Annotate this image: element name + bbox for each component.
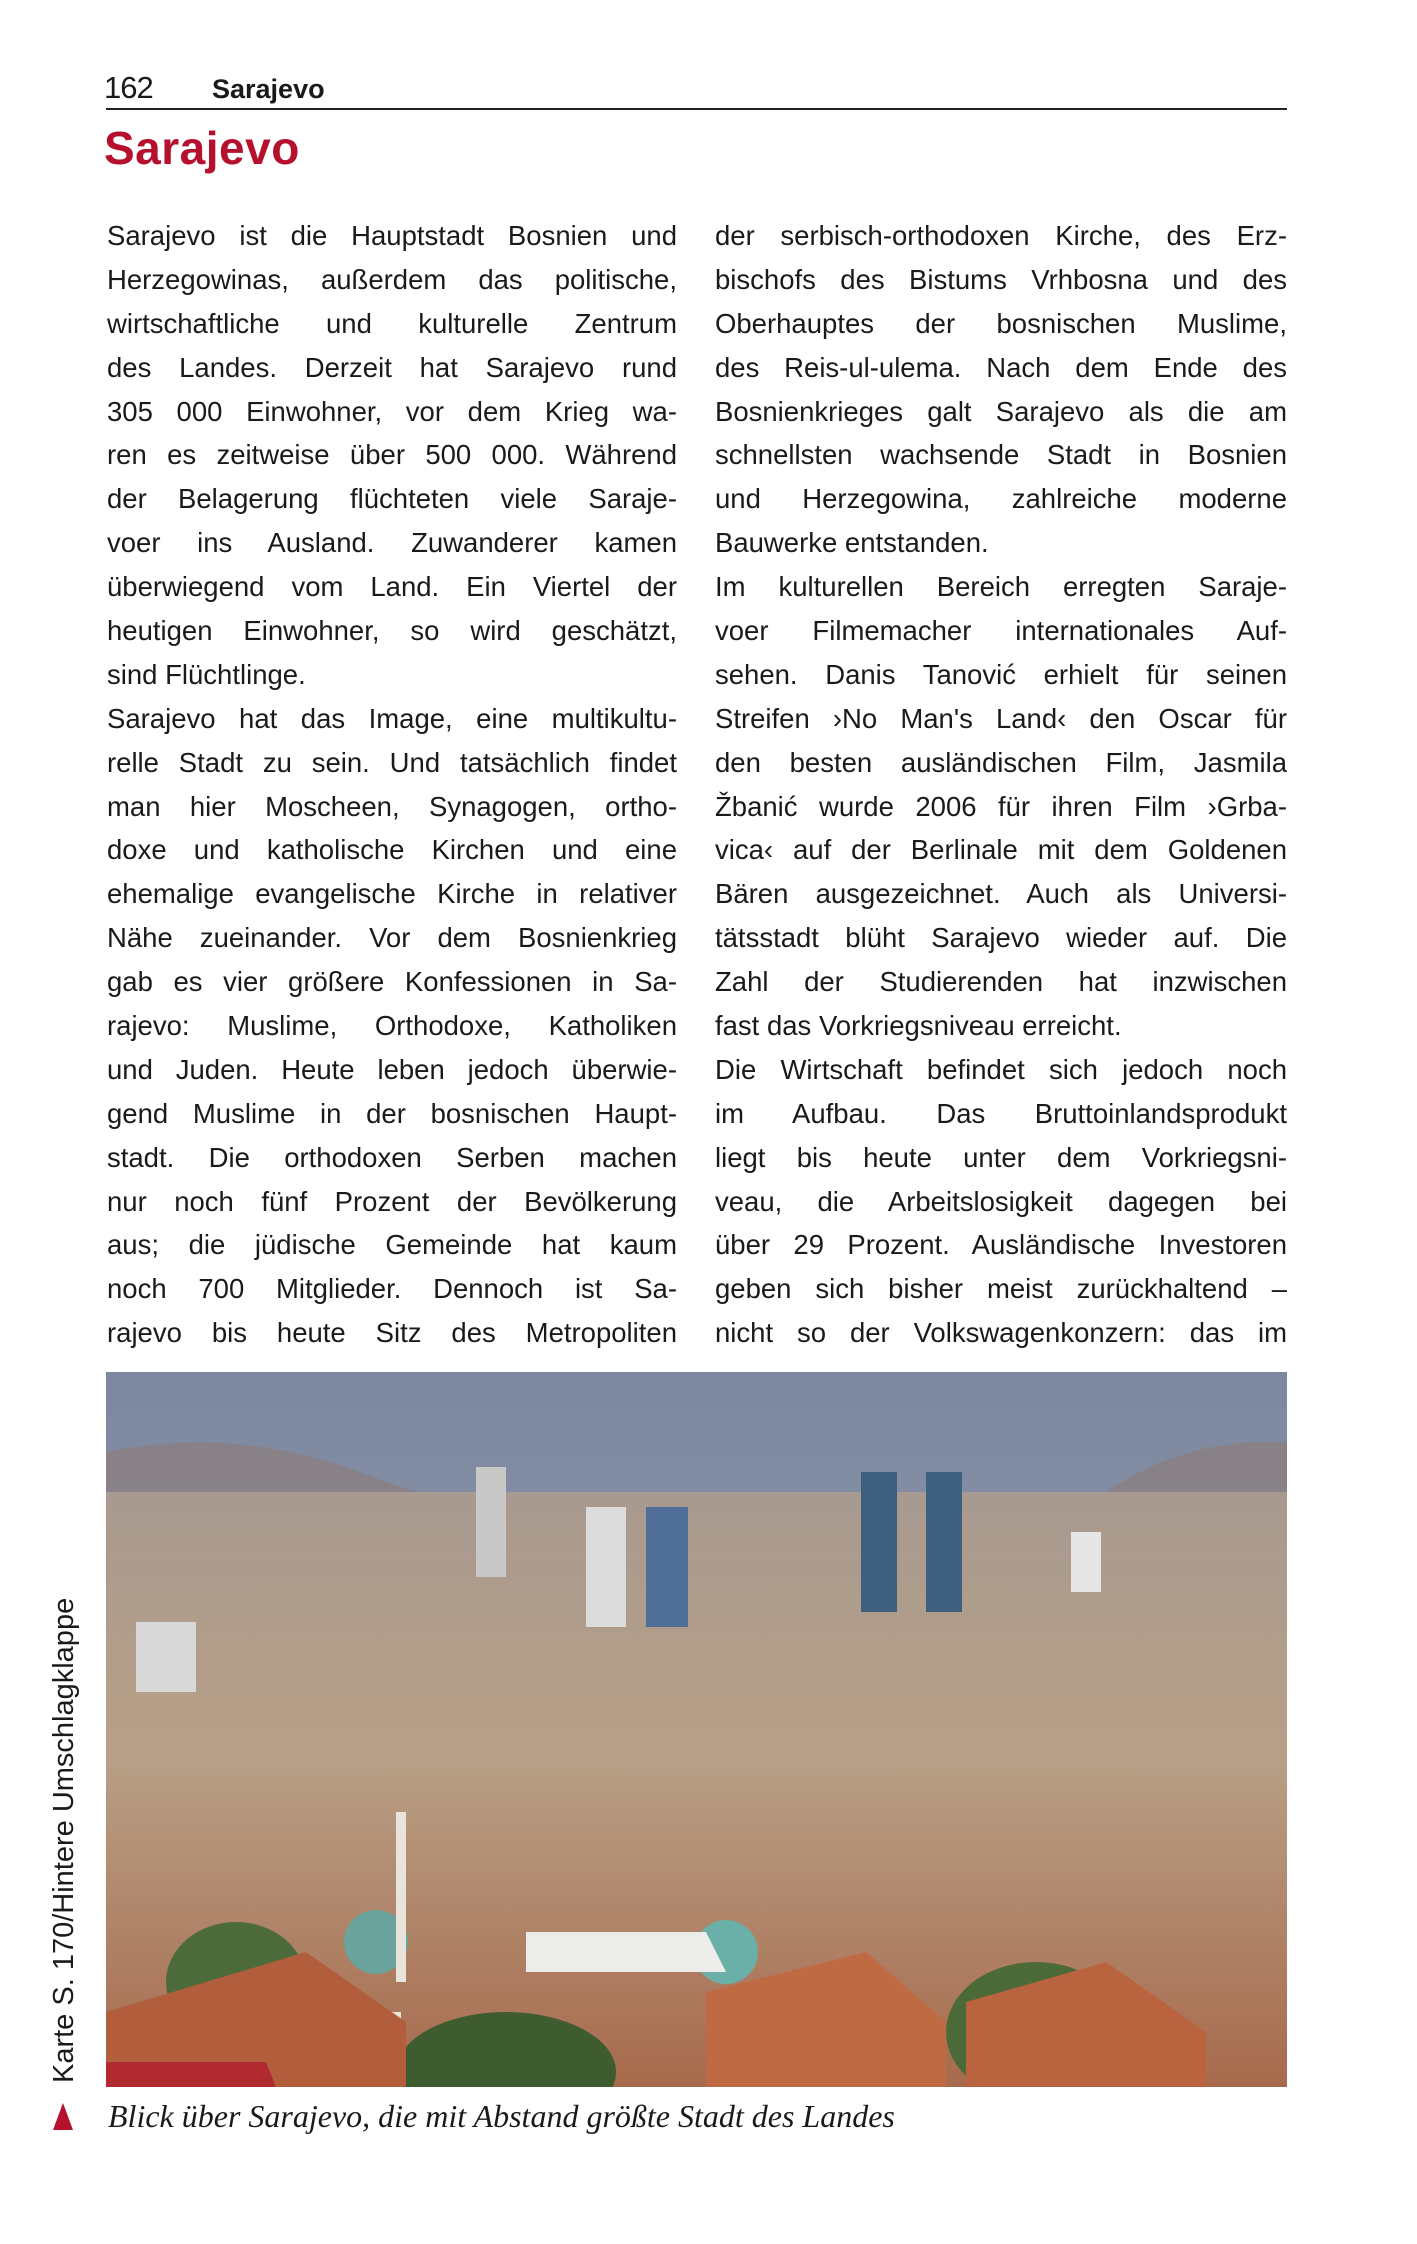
text-line: geben sich bisher meist zurückhaltend – [715, 1273, 1287, 1305]
text-line: der serbisch-orthodoxen Kirche, des Erz- [715, 220, 1287, 251]
text-line: sehen. Danis Tanović erhielt für seinen [715, 658, 1287, 690]
city-photo [106, 1372, 1287, 2087]
map-reference-label: Karte S. 170/Hintere Umschlagklappe [48, 1597, 80, 2083]
text-line: noch 700 Mitglieder. Dennoch ist Sa- [107, 1273, 677, 1305]
text-line: 305 000 Einwohner, vor dem Krieg wa- [107, 395, 677, 427]
text-column-left [107, 214, 677, 1355]
running-head: Sarajevo [212, 74, 325, 104]
text-line: den besten ausländischen Film, Jasmila [715, 746, 1287, 778]
text-line: gab es vier größere Konfessionen in Sa- [107, 966, 677, 998]
text-line: veau, die Arbeitslosigkeit dagegen bei [715, 1185, 1287, 1217]
text-line: im Aufbau. Das Bruttoinlandsprodukt [715, 1097, 1287, 1129]
text-line: Oberhauptes der bosnischen Muslime, [715, 307, 1287, 339]
text-line: und Herzegowina, zahlreiche moderne [715, 483, 1287, 515]
text-line: des Landes. Derzeit hat Sarajevo rund [107, 351, 677, 383]
text-line: relle Stadt zu sein. Und tatsächlich findet [107, 746, 677, 778]
text-line: Žbanić wurde 2006 für ihren Film ›Grba- [715, 790, 1287, 822]
text-line: man hier Moscheen, Synagogen, ortho- [107, 790, 677, 822]
text-line: rajevo bis heute Sitz des Metropoliten [107, 1317, 677, 1349]
text-line: vica‹ auf der Berlinale mit dem Goldenen [715, 834, 1287, 866]
text-line: Im kulturellen Bereich erregten Saraje- [715, 571, 1287, 603]
text-line: liegt bis heute unter dem Vorkriegsni- [715, 1141, 1287, 1173]
text-line: Nähe zueinander. Vor dem Bosnienkrieg [107, 922, 677, 954]
text-line: nur noch fünf Prozent der Bevölkerung [107, 1185, 677, 1217]
text-line: Die Wirtschaft befindet sich jedoch noch [715, 1053, 1287, 1085]
text-line: gend Muslime in der bosnischen Haupt- [107, 1097, 677, 1129]
text-line: Bären ausgezeichnet. Auch als Universi- [715, 878, 1287, 910]
text-line: Zahl der Studierenden hat inzwischen [715, 966, 1287, 998]
text-line: Sarajevo hat das Image, eine multikultu- [107, 702, 677, 734]
text-line: fast das Vorkriegsniveau erreicht. [715, 1010, 1122, 1042]
text-line: heutigen Einwohner, so wird geschätzt, [107, 615, 677, 647]
text-line: tätsstadt blüht Sarajevo wieder auf. Die [715, 922, 1287, 954]
text-line: überwiegend vom Land. Ein Viertel der [107, 571, 677, 603]
header-rule [106, 108, 1287, 110]
text-line: doxe und katholische Kirchen und eine [107, 834, 677, 866]
text-line: Bauwerke entstanden. [715, 527, 989, 559]
text-line: sind Flüchtlinge. [107, 658, 306, 690]
text-line: der Belagerung flüchteten viele Saraje- [107, 483, 677, 515]
text-line: schnellsten wachsende Stadt in Bosnien [715, 439, 1287, 471]
text-line: rajevo: Muslime, Orthodoxe, Katholiken [107, 1010, 677, 1042]
page-number: 162 [104, 70, 153, 105]
text-line: wirtschaftliche und kulturelle Zentrum [107, 307, 677, 339]
text-line: über 29 Prozent. Ausländische Investoren [715, 1229, 1287, 1261]
photo-caption: Blick über Sarajevo, die mit Abstand größte Stadt des Landes [108, 2098, 895, 2134]
text-line: stadt. Die orthodoxen Serben machen [107, 1141, 677, 1173]
text-line: bischofs des Bistums Vrhbosna und des [715, 263, 1287, 295]
text-line: aus; die jüdische Gemeinde hat kaum [107, 1229, 677, 1261]
text-line: Streifen ›No Man's Land‹ den Oscar für [715, 702, 1287, 734]
page-title: Sarajevo [104, 122, 300, 174]
text-line: Bosnienkrieges galt Sarajevo als die am [715, 395, 1287, 427]
text-line: voer Filmemacher internationales Auf- [715, 615, 1287, 647]
city-panorama-image [106, 1372, 1287, 2087]
text-line: Sarajevo ist die Hauptstadt Bosnien und [107, 220, 677, 251]
text-line: und Juden. Heute leben jedoch überwie- [107, 1053, 677, 1085]
text-line: ehemalige evangelische Kirche in relativer [107, 878, 677, 910]
text-line: voer ins Ausland. Zuwanderer kamen [107, 527, 677, 559]
text-line: ren es zeitweise über 500 000. Während [107, 439, 677, 471]
text-line: des Reis-ul-ulema. Nach dem Ende des [715, 351, 1287, 383]
text-line: nicht so der Volkswagenkonzern: das im [715, 1317, 1287, 1349]
red-triangle-icon [53, 2103, 73, 2130]
text-column-right [715, 214, 1287, 1355]
text-line: Herzegowinas, außerdem das politische, [107, 263, 677, 295]
